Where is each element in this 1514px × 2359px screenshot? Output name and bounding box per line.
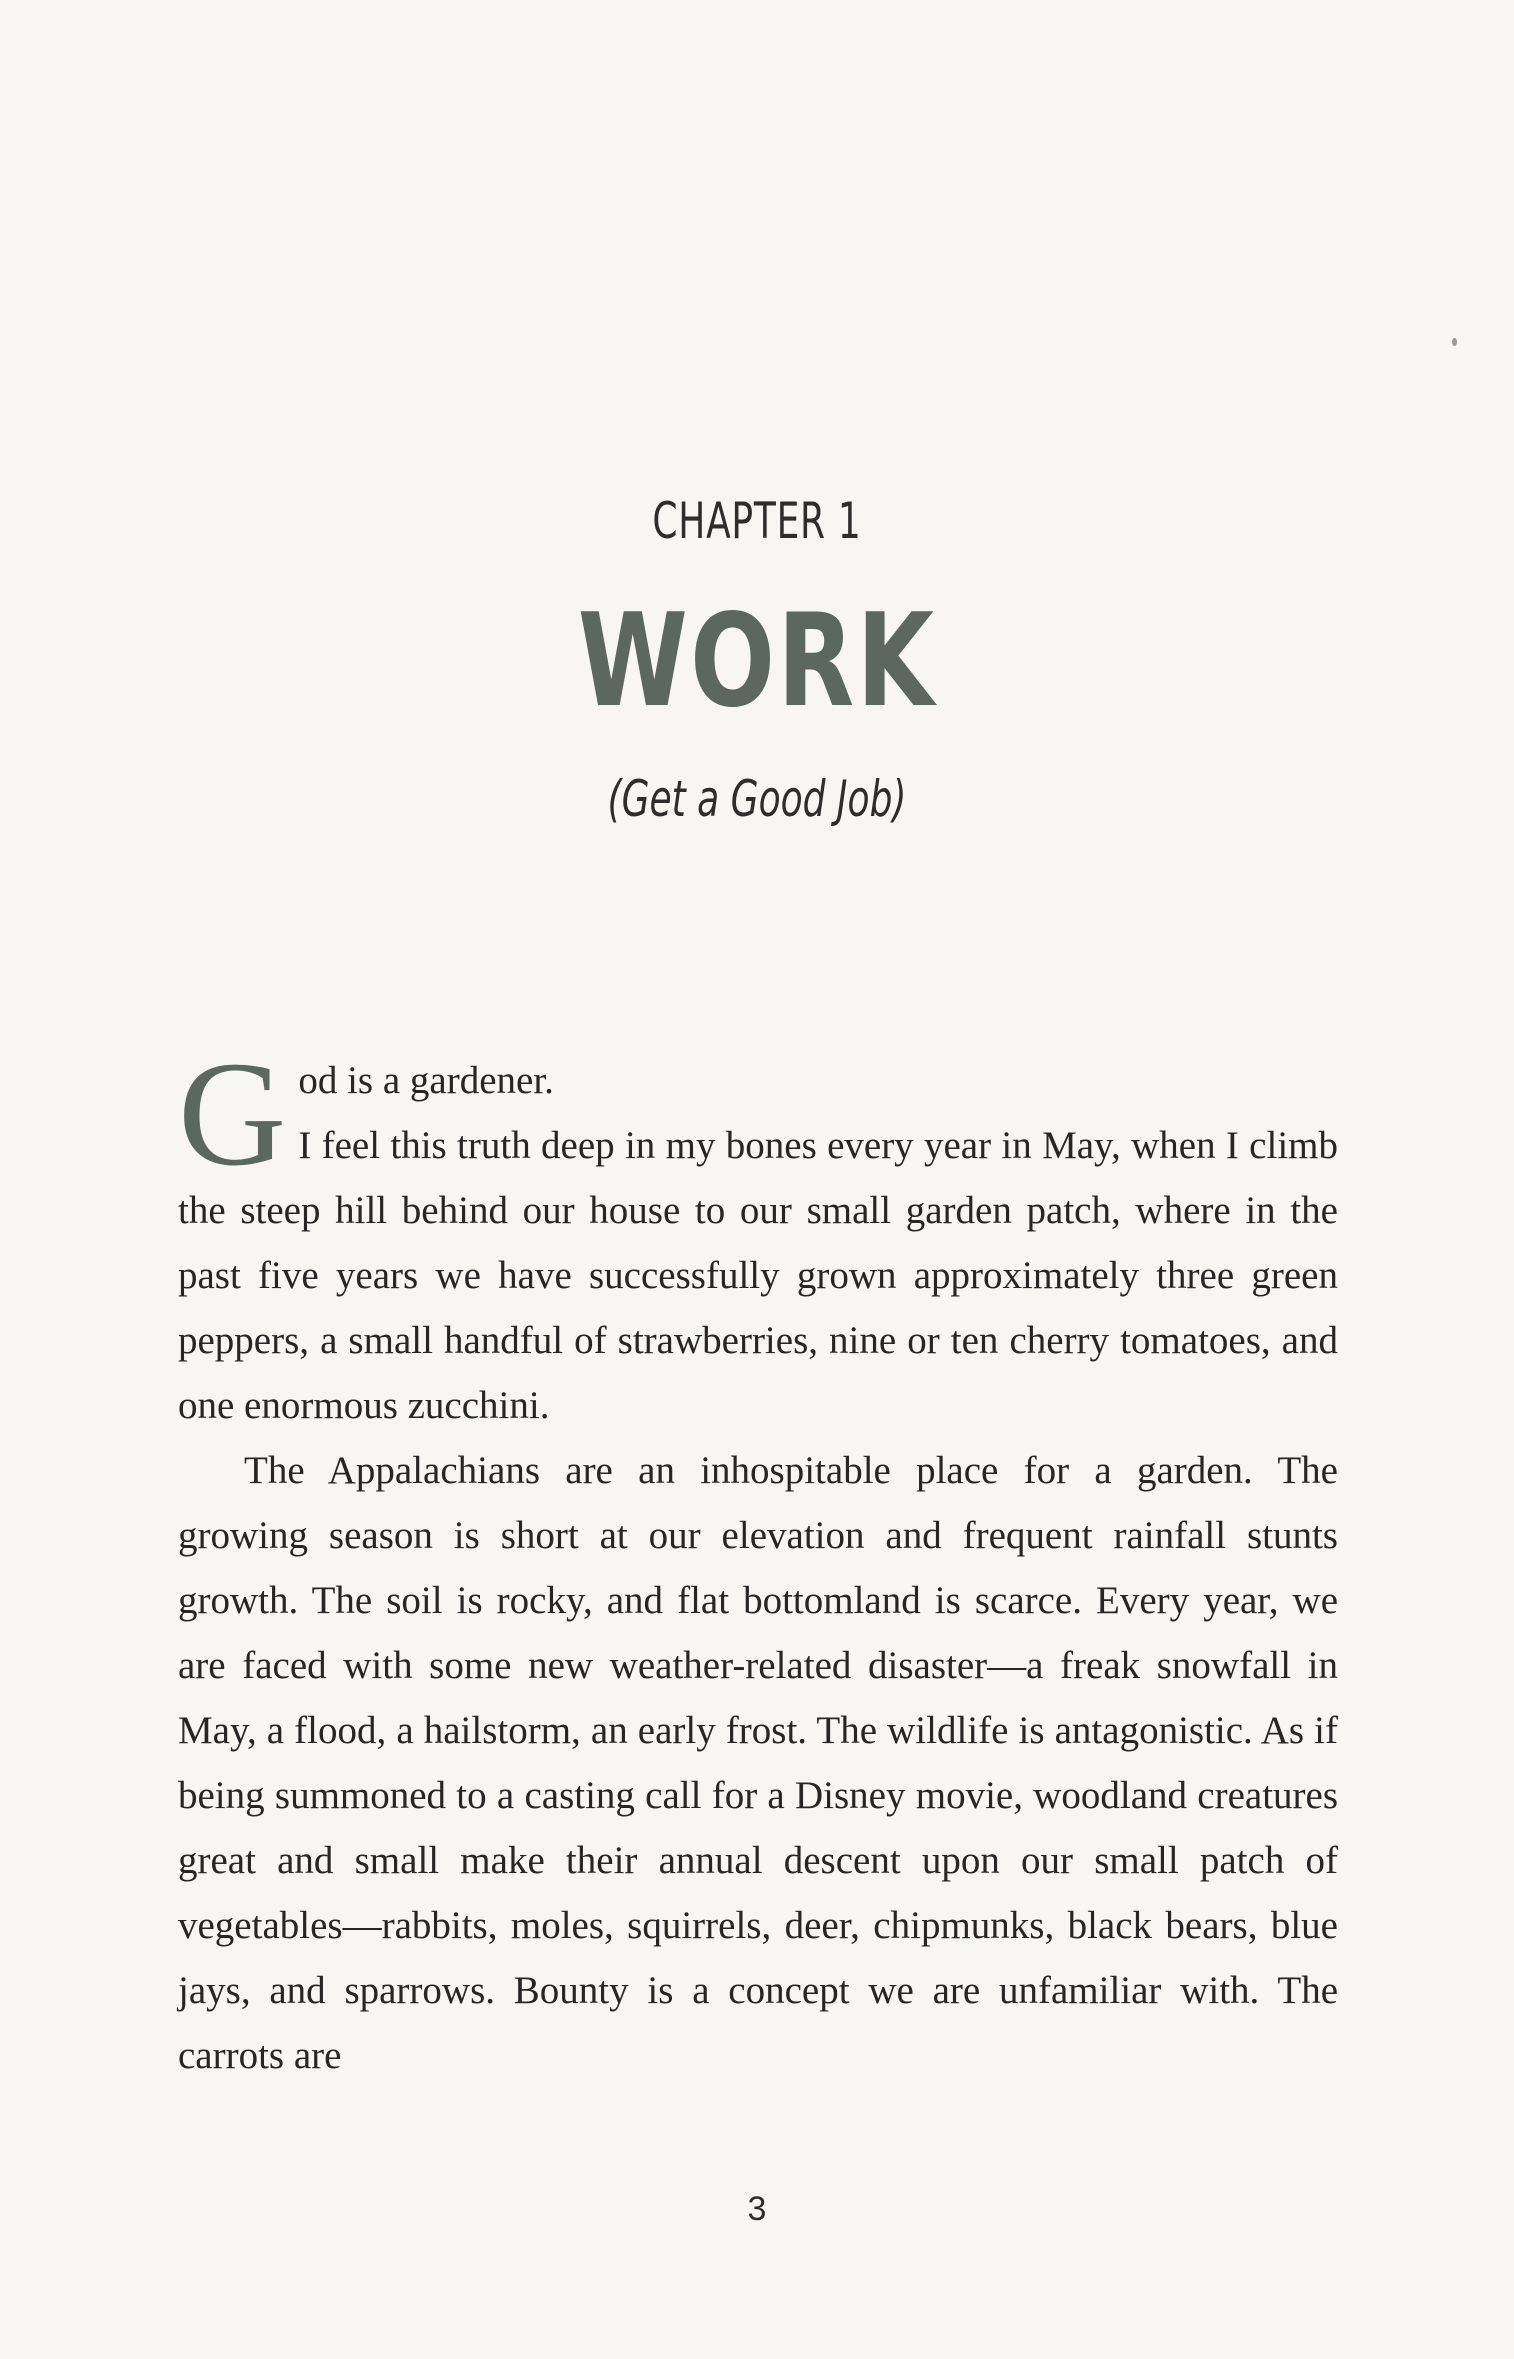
page-number: 3 xyxy=(747,2190,767,2228)
chapter-label: CHAPTER 1 xyxy=(652,492,862,550)
body-text xyxy=(178,1031,1338,2088)
opening-line: od is a gardener. xyxy=(298,1059,554,1102)
opening-paragraph xyxy=(178,1031,1338,1438)
chapter-subtitle: (Get a Good Job) xyxy=(607,770,907,828)
chapter-title: WORK xyxy=(577,587,937,736)
drop-cap: G xyxy=(178,1031,287,1197)
scan-speck xyxy=(1452,338,1457,346)
paragraph-2: I feel this truth deep in my bones every year in May, when I climb the steep hill behind our house to our small garden patch, where in the past five years we have successfully grown approximately three green peppers, a small handful of strawberries, nine or ten cherry tomatoes, and one enormous zucchini. xyxy=(178,1124,1338,1427)
paragraph-3: The Appalachians are an inhospitable place for a garden. The growing season is short at our elevation and frequent rainfall stunts growth. The soil is rocky, and flat bottomland is scarce. Every year, we are faced with some new weather-related disaster—a freak snowfall in May, a flood, a hailstorm, an early frost. The wildlife is antagonistic. As if being summoned to a casting call for a Disney movie, woodland creatures great and small make their annual descent upon our small patch of vegetables—rabbits, moles, squirrels, deer, chipmunks, black bears, blue jays, and sparrows. Bounty is a concept we are unfamiliar with. The carrots are xyxy=(178,1449,1338,2077)
